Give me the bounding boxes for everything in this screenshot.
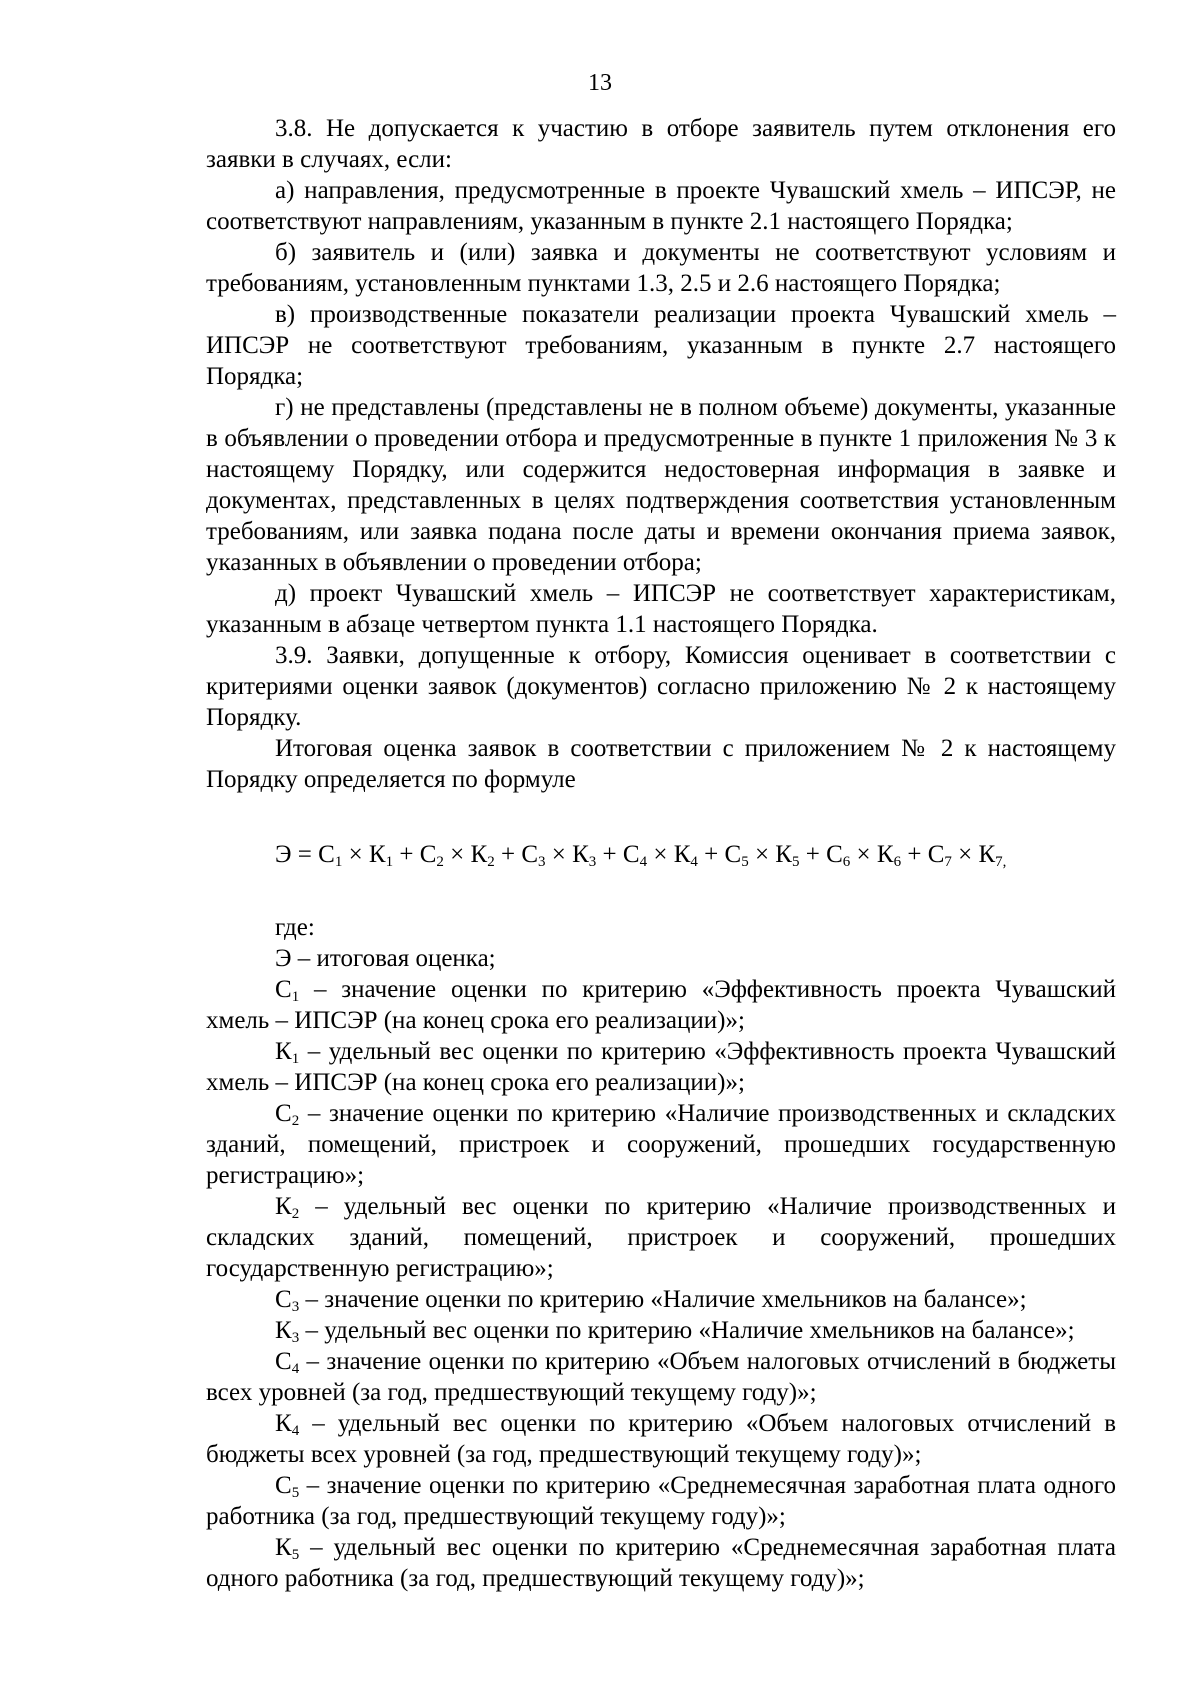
definition-item: $С_3$ – значение оценки по критерию «Наличие хмельников на балансе»;	[275, 1286, 1027, 1315]
formula-tail: ,	[1002, 854, 1007, 870]
paragraph-3-8-a: а) направления, предусмотренные в проекте Чувашский хмель – ИПСЭР, не соответствуют направлениям, указанным в пункте 2.1 настоящего Порядка;	[206, 177, 1116, 235]
definition-item: $К_4$ – удельный вес оценки по критерию «Объем налоговых отчислений в бюджеты всех уровней (за год, предшествующий текущему году)»;	[206, 1410, 1116, 1468]
formula-term-5: $С_5 \times К_5$	[724, 841, 800, 870]
paragraph-3-8-d: д) проект Чувашский хмель – ИПСЭР не соответствует характеристикам, указанным в абзаце четвертом пункта 1.1 настоящего Порядка.	[206, 580, 1116, 638]
definition-item: $К_3$ – удельный вес оценки по критерию «Наличие хмельников на балансе»;	[275, 1317, 1075, 1346]
where-label: где:	[275, 914, 315, 941]
formula-lhs: Э	[275, 841, 292, 868]
paragraph-3-8: 3.8. Не допускается к участию в отборе заявитель путем отклонения его заявки в случаях, если:	[206, 115, 1116, 173]
paragraph-final-score-intro: Итоговая оценка заявок в соответствии с приложением № 2 к настоящему Порядку определяется по формуле	[206, 735, 1116, 793]
paragraph-3-9: 3.9. Заявки, допущенные к отбору, Комиссия оценивает в соответствии с критериями оценки заявок (документов) согласно приложению № 2 к настоящему Порядку.	[206, 642, 1116, 731]
definition-item: Э – итоговая оценка;	[275, 945, 496, 972]
page-number: 13	[588, 70, 612, 96]
score-formula: $Э = С_1 \times К_1 + С_2 \times К_2 + С_3 \times К_3 + С_4 \times К_4 + С_5 \times К_5 + С_6 \times К_6 + С_7 \times К_7$,	[275, 841, 1007, 870]
paragraph-3-8-b: б) заявитель и (или) заявка и документы не соответствуют условиям и требованиям, установленным пунктами 1.3, 2.5 и 2.6 настоящего Порядка;	[206, 239, 1116, 297]
formula-term-7: $С_7 \times К_7$	[927, 841, 1003, 870]
definition-item: $С_4$ – значение оценки по критерию «Объем налоговых отчислений в бюджеты всех уровней (за год, предшествующий текущему году)»;	[206, 1348, 1116, 1406]
definition-item: $С_1$ – значение оценки по критерию «Эффективность проекта Чувашский хмель – ИПСЭР (на конец срока его реализации)»;	[206, 976, 1116, 1034]
definition-item: $С_5$ – значение оценки по критерию «Среднемесячная заработная плата одного работника (за год, предшествующий текущему году)»;	[206, 1472, 1116, 1530]
formula-term-2: $С_2 \times К_2$	[419, 841, 495, 870]
definition-item: $К_2$ – удельный вес оценки по критерию «Наличие производственных и складских зданий, помещений, пристроек и сооружений, прошедших государственную регистрацию»;	[206, 1193, 1116, 1282]
definition-item: $К_5$ – удельный вес оценки по критерию «Среднемесячная заработная плата одного работника (за год, предшествующий текущему году)»;	[206, 1534, 1116, 1592]
definition-item: $С_2$ – значение оценки по критерию «Наличие производственных и складских зданий, помещений, пристроек и сооружений, прошедших государственную регистрацию»;	[206, 1100, 1116, 1189]
definition-item: $К_1$ – удельный вес оценки по критерию «Эффективность проекта Чувашский хмель – ИПСЭР (на конец срока его реализации)»;	[206, 1038, 1116, 1096]
formula-term-3: $С_3 \times К_3$	[521, 841, 597, 870]
paragraph-3-8-v: в) производственные показатели реализации проекта Чувашский хмель – ИПСЭР не соответствуют требованиям, указанным в пункте 2.7 настоящего Порядка;	[206, 301, 1116, 390]
formula-term-6: $С_6 \times К_6$	[826, 841, 902, 870]
document-body	[206, 113, 1116, 1594]
formula-term-4: $С_4 \times К_4$	[622, 841, 698, 870]
paragraph-3-8-g: г) не представлены (представлены не в полном объеме) документы, указанные в объявлении о проведении отбора и предусмотренные в пункте 1 приложения № 3 к настоящему Порядку, или содержится недостоверная информация в заявке и документах, представленных в целях подтверждения соответствия установленным требованиям, или заявка подана после даты и времени окончания приема заявок, указанных в объявлении о проведении отбора;	[206, 394, 1116, 576]
formula-term-1: $С_1 \times К_1$	[318, 841, 394, 870]
